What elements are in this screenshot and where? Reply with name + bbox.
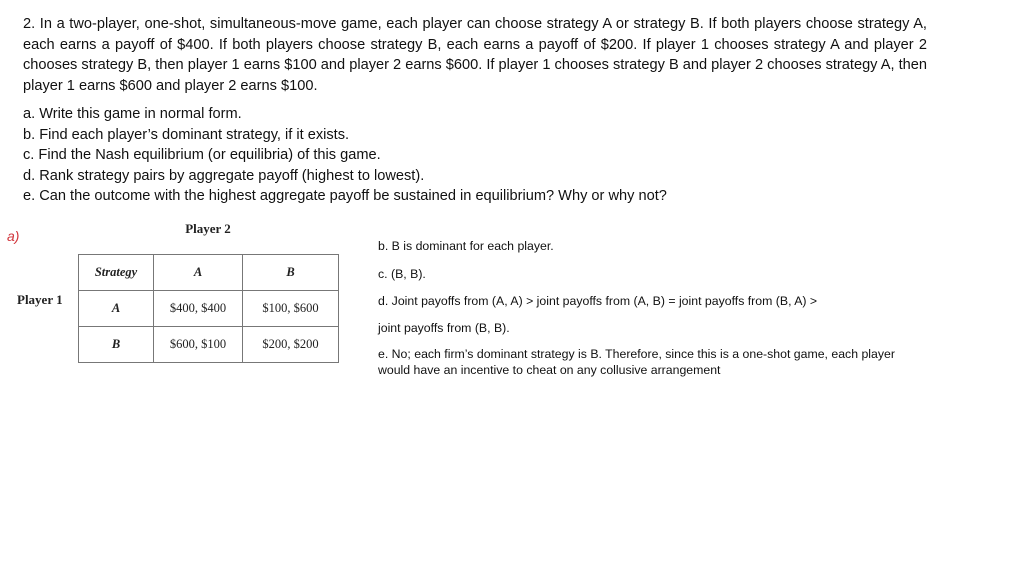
answer-e: e. No; each firm’s dominant strategy is B. Therefore, since this is a one-shot game, each player would have an incentive to cheat on any collusive arrangement <box>378 347 895 377</box>
payoff-cell-aa: $400, $400 <box>154 291 243 327</box>
strategy-corner-cell: Strategy <box>79 255 154 291</box>
answer-d-line2: joint payoffs from (B, B). <box>378 321 510 335</box>
col-header-b: B <box>243 255 339 291</box>
col-header-a: A <box>154 255 243 291</box>
row-header-b: B <box>79 327 154 363</box>
answer-b: b. B is dominant for each player. <box>378 239 554 253</box>
question-parts-list <box>23 104 783 207</box>
payoff-row-b <box>79 327 339 363</box>
answer-c: c. (B, B). <box>378 267 426 281</box>
payoff-matrix <box>78 254 339 363</box>
answer-a-label: a) <box>7 228 20 244</box>
part-b: b. Find each player’s dominant strategy, if it exists. <box>23 126 350 143</box>
payoff-cell-ab: $100, $600 <box>243 291 339 327</box>
payoff-cell-ba: $600, $100 <box>154 327 243 363</box>
part-c: c. Find the Nash equilibrium (or equilibria) of this game. <box>23 147 381 164</box>
payoff-header-row <box>79 255 339 291</box>
payoff-row-a <box>79 291 339 327</box>
part-a: a. Write this game in normal form. <box>23 106 242 122</box>
part-e: e. Can the outcome with the highest aggregate payoff be sustained in equilibrium? Why or why not? <box>23 188 667 205</box>
payoff-cell-bb: $200, $200 <box>243 327 339 363</box>
player2-label: Player 2 <box>185 221 231 236</box>
question-text: 2. In a two-player, one-shot, simultaneous-move game, each player can choose strategy A or strategy B. If both players choose strategy A, each earns a payoff of $400. If both players choose strategy B, each earns a payoff of $200. If player 1 chooses strategy A and player 2 chooses strategy B, then player 1 earns $100 and player 2 earns $600. If player 1 chooses strategy B and player 2 chooses strategy A, then player 1 earns $600 and player 2 earns $100. <box>23 16 927 94</box>
player1-label: Player 1 <box>17 292 63 307</box>
row-header-a: A <box>79 291 154 327</box>
answer-d-line1: d. Joint payoffs from (A, A) > joint payoffs from (A, B) = joint payoffs from (B, A) > <box>378 294 818 308</box>
part-d: d. Rank strategy pairs by aggregate payoff (highest to lowest). <box>23 167 425 184</box>
